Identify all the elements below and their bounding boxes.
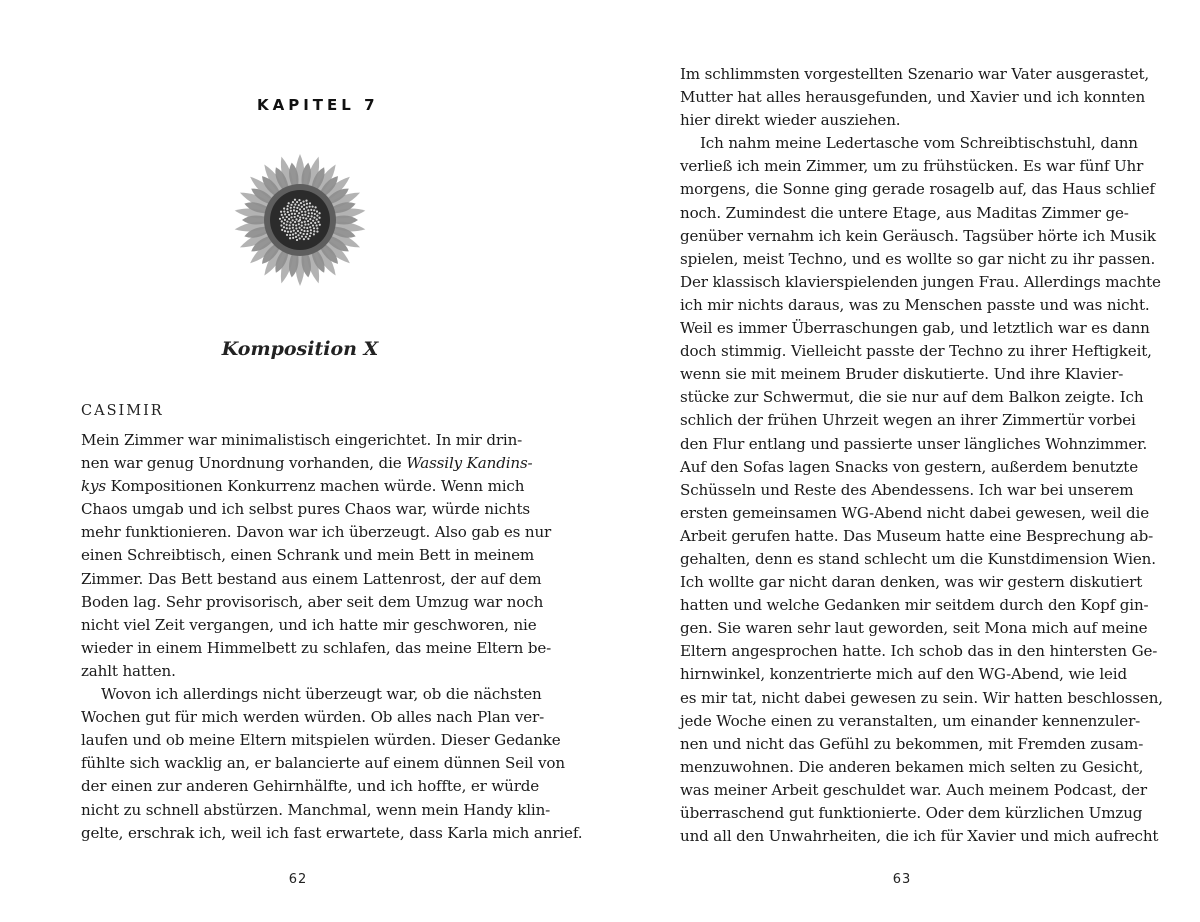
text-run: schlich der frühen Uhrzeit wegen an ihrer Zimmertür vorbei — [680, 411, 1136, 430]
text-run: zahlt hatten. — [81, 661, 176, 680]
seed — [292, 233, 294, 235]
seed — [284, 230, 286, 232]
seed — [304, 221, 306, 223]
text-line — [81, 568, 542, 591]
text-run: Boden lag. Sehr provisorisch, aber seit dem Umzug war noch — [81, 592, 544, 611]
seed — [304, 211, 306, 213]
text-run: Chaos umgab und ich selbst pures Chaos war, würde nichts — [81, 500, 530, 519]
text-line — [81, 799, 551, 822]
seed — [318, 217, 320, 219]
sunflower-icon — [230, 150, 370, 290]
seed — [303, 230, 305, 232]
seed — [299, 227, 301, 229]
seed — [293, 209, 295, 211]
text-line — [81, 729, 561, 752]
seed — [296, 210, 298, 212]
seed — [317, 221, 319, 223]
text-run: laufen und ob meine Eltern mitspielen würden. Dieser Gedanke — [81, 731, 561, 750]
seed — [286, 234, 288, 236]
seed — [302, 200, 304, 202]
text-run: Ich wollte gar nicht daran denken, was wir gestern diskutiert — [680, 573, 1143, 592]
text-run: Zimmer. Das Bett bestand aus einem Lattenrost, der auf dem — [81, 569, 542, 588]
seed — [290, 207, 292, 209]
seed — [281, 229, 283, 231]
seed — [307, 223, 309, 225]
seed — [286, 227, 288, 229]
seed — [296, 239, 298, 241]
seed — [286, 224, 288, 226]
seed — [305, 236, 307, 238]
seed — [303, 238, 305, 240]
seed — [306, 227, 308, 229]
text-line — [680, 548, 1156, 571]
text-line — [81, 591, 544, 614]
text-line — [680, 109, 1121, 132]
text-line — [680, 525, 1154, 548]
text-line — [81, 544, 535, 567]
seed — [283, 210, 285, 212]
seed — [299, 208, 301, 210]
seed — [318, 212, 320, 214]
text-run: nen und nicht das Gefühl zu bekommen, mit Fremden zusam- — [680, 734, 1144, 753]
seed — [294, 199, 296, 201]
seed — [289, 227, 291, 229]
text-line — [680, 409, 1136, 432]
text-line — [81, 706, 545, 729]
seed — [310, 209, 312, 211]
text-run: jede Woche einen zu veranstalten, um einander kennenzuler- — [680, 711, 1141, 730]
seed — [313, 216, 315, 218]
text-line — [680, 825, 1159, 848]
text-line — [680, 502, 1150, 525]
text-run: Kompositionen Konkurrenz machen würde. Wenn mich — [105, 477, 525, 496]
seed — [306, 206, 308, 208]
chapter-title: Komposition X — [221, 338, 379, 360]
text-line — [680, 571, 1143, 594]
seed — [298, 223, 300, 225]
seed — [306, 233, 308, 235]
seed — [301, 214, 303, 216]
seed — [298, 199, 300, 201]
seed — [304, 214, 306, 216]
text-run: Auf den Sofas lagen Snacks von gestern, außerdem benutzte — [680, 457, 1138, 476]
text-run: hirnwinkel, konzentrierte mich auf den WG-Abend, wie leid — [680, 665, 1127, 684]
seed — [296, 207, 298, 209]
seed — [292, 237, 294, 239]
text-run: der einen zur anderen Gehirnhälfte, und ich hoffte, er würde — [81, 777, 540, 796]
text-run: ich mir nichts daraus, was zu Menschen passte und was nicht. — [680, 295, 1150, 314]
seed — [313, 209, 315, 211]
text-run: Weil es immer Überraschungen gab, und letztlich war es dann — [680, 319, 1150, 338]
seed — [298, 212, 300, 214]
seed — [288, 214, 290, 216]
text-line — [680, 155, 1144, 178]
text-line — [680, 710, 1141, 733]
seed — [315, 206, 317, 208]
text-run: Wovon ich allerdings nicht überzeugt war, ob die nächsten — [101, 685, 542, 704]
seed — [282, 216, 284, 218]
text-line — [680, 733, 1144, 756]
text-line — [680, 779, 1147, 802]
seed — [301, 225, 303, 227]
text-line — [81, 752, 565, 775]
seed — [286, 220, 288, 222]
seed — [294, 203, 296, 205]
seed — [287, 211, 289, 213]
text-line — [680, 178, 1155, 201]
text-line — [680, 225, 1156, 248]
seed — [307, 230, 309, 232]
seed — [293, 230, 295, 232]
seed — [279, 218, 281, 220]
seed — [313, 227, 315, 229]
text-line — [81, 452, 533, 475]
text-run: Mutter hat alles herausgefunden, und Xavier und ich konnten — [680, 88, 1146, 107]
text-run: Schüsseln und Reste des Abendessens. Ich war bei unserem — [680, 480, 1134, 499]
seed — [303, 226, 305, 228]
seed — [291, 213, 293, 215]
text-line — [680, 386, 1144, 409]
seed — [316, 218, 318, 220]
text-line — [680, 433, 1148, 456]
text-line — [680, 663, 1127, 686]
text-line — [680, 802, 1143, 825]
text-line — [81, 637, 552, 660]
seed — [303, 208, 305, 210]
italic-text: kys — [81, 477, 106, 496]
text-line — [81, 498, 530, 521]
text-line — [680, 640, 1158, 663]
seed — [286, 208, 288, 210]
seed — [289, 237, 291, 239]
text-line — [81, 475, 525, 498]
seed — [283, 207, 285, 209]
text-line — [680, 456, 1138, 479]
seed — [297, 215, 299, 217]
text-run: einen Schreibtisch, einen Schrank und mein Bett in meinem — [81, 546, 535, 565]
text-line — [81, 660, 521, 683]
seed — [280, 224, 282, 226]
text-run: wenn sie mit meinem Bruder diskutierte. Und ihre Klavier- — [680, 365, 1124, 384]
seed — [298, 204, 300, 206]
text-run: hatten und welche Gedanken mir seitdem durch den Kopf gin- — [680, 596, 1149, 615]
text-run: Eltern angesprochen hatte. Ich schob das in den hintersten Ge- — [680, 642, 1158, 661]
text-line — [680, 248, 1156, 271]
left-body-text — [81, 429, 583, 845]
seed — [295, 224, 297, 226]
seed — [316, 227, 318, 229]
seed — [290, 221, 292, 223]
chapter-label: KAPITEL 7 — [257, 96, 379, 114]
seed — [307, 238, 309, 240]
text-line — [680, 756, 1144, 779]
seed — [305, 199, 307, 201]
seed — [287, 205, 289, 207]
seed — [292, 219, 294, 221]
seed — [303, 233, 305, 235]
seed — [319, 224, 321, 226]
text-line — [81, 822, 583, 845]
text-run: nen war genug Unordnung vorhanden, die — [81, 454, 407, 473]
text-line — [680, 317, 1150, 340]
seed — [316, 224, 318, 226]
text-run: genüber vernahm ich kein Geräusch. Tagsüber hörte ich Musik — [680, 226, 1156, 245]
seed — [289, 234, 291, 236]
text-run: mehr funktionieren. Davon war ich überzeugt. Also gab es nur — [81, 523, 552, 542]
seed — [302, 217, 304, 219]
text-run: verließ ich mein Zimmer, um zu frühstücken. Es war fünf Uhr — [680, 157, 1144, 176]
seed — [307, 220, 309, 222]
text-run: Der klassisch klavierspielenden jungen Frau. Allerdings machte — [680, 272, 1161, 291]
text-line — [680, 340, 1152, 363]
seed — [298, 220, 300, 222]
seed — [309, 202, 311, 204]
seed — [297, 230, 299, 232]
seed — [284, 219, 286, 221]
text-line — [680, 86, 1146, 109]
seed — [289, 224, 291, 226]
text-run: und all den Unwahrheiten, die ich für Xavier und mich aufrecht — [680, 827, 1159, 846]
text-line — [81, 521, 552, 544]
text-run: Wochen gut für mich werden würden. Ob alles nach Plan ver- — [81, 708, 545, 727]
seed — [311, 215, 313, 217]
seed — [290, 204, 292, 206]
seed — [310, 232, 312, 234]
text-line — [680, 479, 1134, 502]
text-run: Arbeit gerufen hatte. Das Museum hatte eine Besprechung ab- — [680, 526, 1154, 545]
seed — [290, 216, 292, 218]
seed — [306, 203, 308, 205]
seed — [287, 231, 289, 233]
text-line — [81, 775, 540, 798]
seed — [301, 229, 303, 231]
seed — [295, 232, 297, 234]
text-run: hier direkt wieder ausziehen. — [680, 111, 901, 130]
text-run: menzuwohnen. Die anderen bekamen mich selten zu Gesicht, — [680, 757, 1144, 776]
text-line — [680, 594, 1149, 617]
seed — [292, 227, 294, 229]
text-line — [81, 429, 521, 452]
seed — [299, 237, 301, 239]
seed — [310, 222, 312, 224]
seed — [305, 218, 307, 220]
seed — [312, 220, 314, 222]
seed — [295, 227, 297, 229]
text-run: was meiner Arbeit geschuldet war. Auch meinem Podcast, der — [680, 780, 1147, 799]
page-number-right: 63 — [892, 872, 912, 887]
seed — [301, 221, 303, 223]
seed — [295, 236, 297, 238]
seed — [303, 204, 305, 206]
text-run: spielen, meist Techno, und es wollte so gar nicht zu ihr passen. — [680, 249, 1156, 268]
seed — [316, 214, 318, 216]
seed — [294, 213, 296, 215]
seed — [283, 226, 285, 228]
seed — [294, 216, 296, 218]
text-line — [680, 271, 1161, 294]
text-line — [81, 683, 542, 706]
seed — [290, 231, 292, 233]
text-run: noch. Zumindest die untere Etage, aus Maditas Zimmer ge- — [680, 203, 1129, 222]
seed — [316, 210, 318, 212]
seed — [280, 211, 282, 213]
seed — [309, 226, 311, 228]
text-run: stücke zur Schwermut, die sie nur auf dem Balkon zeigte. Ich — [680, 388, 1144, 407]
seed — [294, 221, 296, 223]
text-run: gehalten, denn es stand schlecht um die Kunstdimension Wien. — [680, 549, 1156, 568]
right-body-text — [680, 63, 1163, 848]
seed — [295, 218, 297, 220]
text-run: gelte, erschrak ich, weil ich fast erwartete, dass Karla mich anrief. — [81, 823, 583, 842]
seed — [311, 206, 313, 208]
seed — [299, 232, 301, 234]
seed — [312, 224, 314, 226]
text-run: ersten gemeinsamen WG-Abend nicht dabei gewesen, weil die — [680, 503, 1150, 522]
text-run: gen. Sie waren sehr laut geworden, seit Mona mich auf meine — [680, 619, 1148, 638]
seed — [309, 235, 311, 237]
seed — [307, 209, 309, 211]
text-run: nicht zu schnell abstürzen. Manchmal, wenn mein Handy klin- — [81, 800, 551, 819]
seed — [301, 235, 303, 237]
text-run: Mein Zimmer war minimalistisch eingerichtet. In mir drin- — [81, 431, 523, 449]
seed — [292, 224, 294, 226]
text-run: nicht viel Zeit vergangen, und ich hatte mir geschworen, nie — [81, 615, 537, 634]
seed — [293, 206, 295, 208]
text-line — [680, 294, 1150, 317]
seed — [281, 220, 283, 222]
seed — [281, 214, 283, 216]
seed — [283, 222, 285, 224]
text-run: es mir tat, nicht dabei gewesen zu sein. Wir hatten beschlossen, — [680, 688, 1163, 707]
text-run: den Flur entlang und passierte unser längliches Wohnzimmer. — [680, 434, 1148, 453]
text-line — [680, 617, 1148, 640]
text-line — [680, 363, 1124, 386]
seed — [301, 211, 303, 213]
seed — [286, 216, 288, 218]
text-run: doch stimmig. Vielleicht passte der Techno zu ihrer Heftigkeit, — [680, 342, 1152, 361]
text-run: Im schlimmsten vorgestellten Szenario war Vater ausgerastet, — [680, 65, 1150, 83]
seed — [313, 230, 315, 232]
seed — [300, 202, 302, 204]
text-line — [680, 132, 1138, 155]
seed — [288, 218, 290, 220]
seed — [308, 212, 310, 214]
italic-text: Wassily Kandins- — [406, 454, 533, 473]
seed — [296, 201, 298, 203]
text-run: Ich nahm meine Ledertasche vom Schreibtischstuhl, dann — [700, 134, 1138, 153]
right-page — [600, 0, 1200, 922]
seed — [301, 206, 303, 208]
text-line — [81, 614, 537, 637]
seed — [284, 213, 286, 215]
seed — [290, 210, 292, 212]
seed — [314, 213, 316, 215]
text-line — [680, 202, 1129, 225]
seed — [314, 222, 316, 224]
seed — [313, 233, 315, 235]
text-line — [680, 687, 1163, 710]
seed — [299, 216, 301, 218]
seed — [308, 206, 310, 208]
text-run: morgens, die Sonne ging gerade rosagelb auf, das Haus schlief — [680, 180, 1155, 199]
seed — [297, 234, 299, 236]
seed — [288, 202, 290, 204]
seed — [310, 229, 312, 231]
text-line — [680, 63, 1150, 86]
narrator-heading: CASIMIR — [81, 403, 164, 419]
text-run: wieder in einem Himmelbett zu schlafen, das meine Eltern be- — [81, 638, 552, 657]
seed — [311, 212, 313, 214]
seed — [304, 223, 306, 225]
seed — [316, 230, 318, 232]
text-run: fühlte sich wacklig an, er balancierte auf einem dünnen Seil von — [81, 754, 565, 773]
text-run: überraschend gut funktionierte. Oder dem kürzlichen Umzug — [680, 804, 1143, 822]
seed — [309, 218, 311, 220]
seed — [307, 215, 309, 217]
seed — [292, 201, 294, 203]
page-number-left: 62 — [288, 872, 308, 887]
